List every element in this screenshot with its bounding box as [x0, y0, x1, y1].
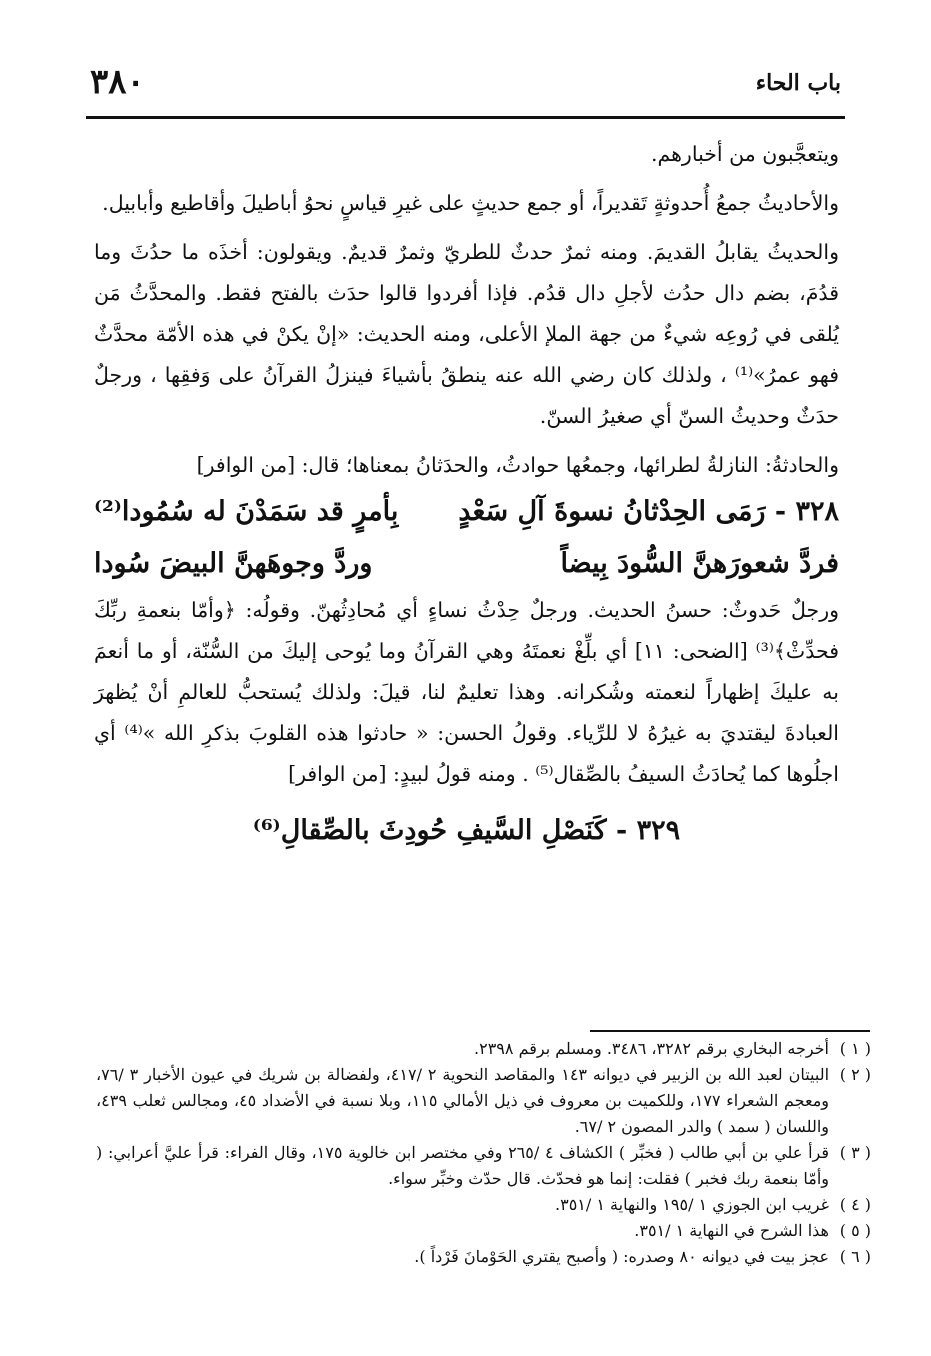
- footnote: [96, 1244, 871, 1270]
- footnote-number: ( ٣ ): [839, 1143, 871, 1162]
- footnote-rule: [590, 1030, 870, 1032]
- verse-328-line-2: [94, 538, 839, 590]
- footnote-number: ( ٦ ): [839, 1247, 871, 1266]
- verse-329: ٣٢٩ - كَنَصْلِ السَّيفِ حُودِثَ بالصِّقالِ⁽⁶⁾: [252, 815, 681, 846]
- verse-hemistich: وردَّ وجوهَهنَّ البيضَ سُودا: [94, 548, 373, 579]
- paragraph: والحديثُ يقابلُ القديمَ. ومنه ثمرٌ حدثٌ للطريّ وثمرٌ قديمٌ. ويقولون: أخذَه ما حدُثَ وما قدُمَ، بضم دال حدُث لأجلِ دال قدُم. فإذا أفردوا قالوا حدَث بالفتح فقط. والمحدَّثُ مَن يُلقى في رُوعِه شيءٌ من جهة الملإ الأعلى، ومنه الحديث: «إنْ يكنْ في هذه الأمّة محدَّثٌ فهو عمرُ»⁽¹⁾ ، ولذلك كان رضي الله عنه ينطقُ بأشياءَ فينزلُ القرآنُ على وَفقِها ، ورجلٌ حدَثٌ وحديثُ السنّ أي صغيرُ السنّ.: [94, 240, 839, 428]
- footnote-number: ( ٢ ): [839, 1065, 871, 1084]
- footnote-number: ( ٥ ): [839, 1221, 871, 1240]
- footnote-text: عجز بيت في ديوانه ٨٠ وصدره: ( وأصبح يقتري الحَوْمانَ فَرْداً ).: [414, 1247, 829, 1266]
- verse-hemistich: ٣٢٨ - رَمَى الحِدْثانُ نسوةَ آلِ سَعْدٍ: [458, 496, 839, 527]
- header-rule: [86, 116, 845, 119]
- footnote-text: أخرجه البخاري برقم ٣٢٨٢، ٣٤٨٦. ومسلم برقم ٢٣٩٨.: [474, 1039, 829, 1058]
- footnote: [96, 1062, 871, 1140]
- footnote: [96, 1218, 871, 1244]
- footnote-text: غريب ابن الجوزي ١ /١٩٥ والنهاية ١ /٣٥١.: [555, 1195, 829, 1214]
- footnote-number: ( ١ ): [839, 1039, 871, 1058]
- verse-hemistich: فردَّ شعورَهنَّ السُّودَ بِيضاً: [560, 548, 839, 579]
- footnote-text: قرأ علي بن أبي طالب ( فخبِّر ) الكشاف ٤ /٢٦٥ وفي مختصر ابن خالوية ١٧٥، وقال الفراء: قرأ عليَّ أعرابي: ( وأمّا بنعمة ربك فخبر ) فقلت: إنما هو فحدّث. قال حدّث وخبِّر سواء.: [96, 1143, 829, 1188]
- verse-328-line-1: [94, 486, 839, 538]
- footnotes: [96, 1036, 871, 1270]
- footnote: [96, 1140, 871, 1192]
- paragraph: ويتعجَّبون من أخبارهم.: [650, 142, 839, 166]
- footnote-text: البيتان لعبد الله بن الزبير في ديوانه ١٤٣ والمقاصد النحوية ٢ /٤١٧، ولفضالة بن شريك في عيون الأخبار ٣ /٧٦، ومعجم الشعراء ١٧٧، وللكميت بن معروف في ذيل الأمالي ١١٥، وبلا نسبة في الأضداد ٤٥، ومجالس ثعلب ٤٣٩، واللسان ( سمد ) والدر المصون ٢ /٦٧.: [96, 1065, 830, 1136]
- page-header: [90, 62, 841, 110]
- main-text: [94, 134, 839, 857]
- paragraph: والأحاديثُ جمعُ أُحدوثةٍ تَقديراً، أو جمع حديثٍ على غيرِ قياسٍ نحوُ أباطيلَ وأقاطيع وأبابيل.: [102, 191, 839, 215]
- paragraph: ورجلٌ حَدوثٌ: حسنُ الحديث. ورجلٌ حِدْثُ نساءٍ أي مُحادِثُهنّ. وقولُه: ﴿وأمّا بنعمةِ ربِّكَ فحدِّثْ﴾⁽³⁾ [الضحى: ١١] أي بلِّغْ نعمتَهُ وهي القرآنُ وما يُوحى إليكَ من السُّنّة، أو ما أنعمَ به عليكَ إظهاراً لنعمته وشُكرانه. وهذا تعليمٌ لنا، قيلَ: ولذلك يُستحبُّ للعالمِ أنْ يُظهرَ العبادةَ ليقتديَ به غيرُهُ لا للرِّياء. وقولُ الحسن: « حادثوا هذه القلوبَ بذكرِ الله »⁽⁴⁾ أي اجلُوها كما يُحادَثُ السيفُ بالصِّقال⁽⁵⁾ . ومنه قولُ لبيدٍ: [من الوافر]: [94, 598, 840, 786]
- chapter-title: باب الحاء: [755, 70, 841, 96]
- paragraph: والحادثةُ: النازلةُ لطرائها، وجمعُها حوادثُ، والحدَثانُ بمعناها؛ قال: [من الوافر]: [196, 453, 839, 477]
- verse-hemistich: بِأمرٍ قد سَمَدْنَ له سُمُودا⁽²⁾: [94, 496, 399, 527]
- footnote-number: ( ٤ ): [839, 1195, 871, 1214]
- footnote: [96, 1036, 871, 1062]
- footnote-text: هذا الشرح في النهاية ١ /٣٥١.: [634, 1221, 829, 1240]
- footnote: [96, 1192, 871, 1218]
- page-number: ٣٨٠: [90, 62, 145, 102]
